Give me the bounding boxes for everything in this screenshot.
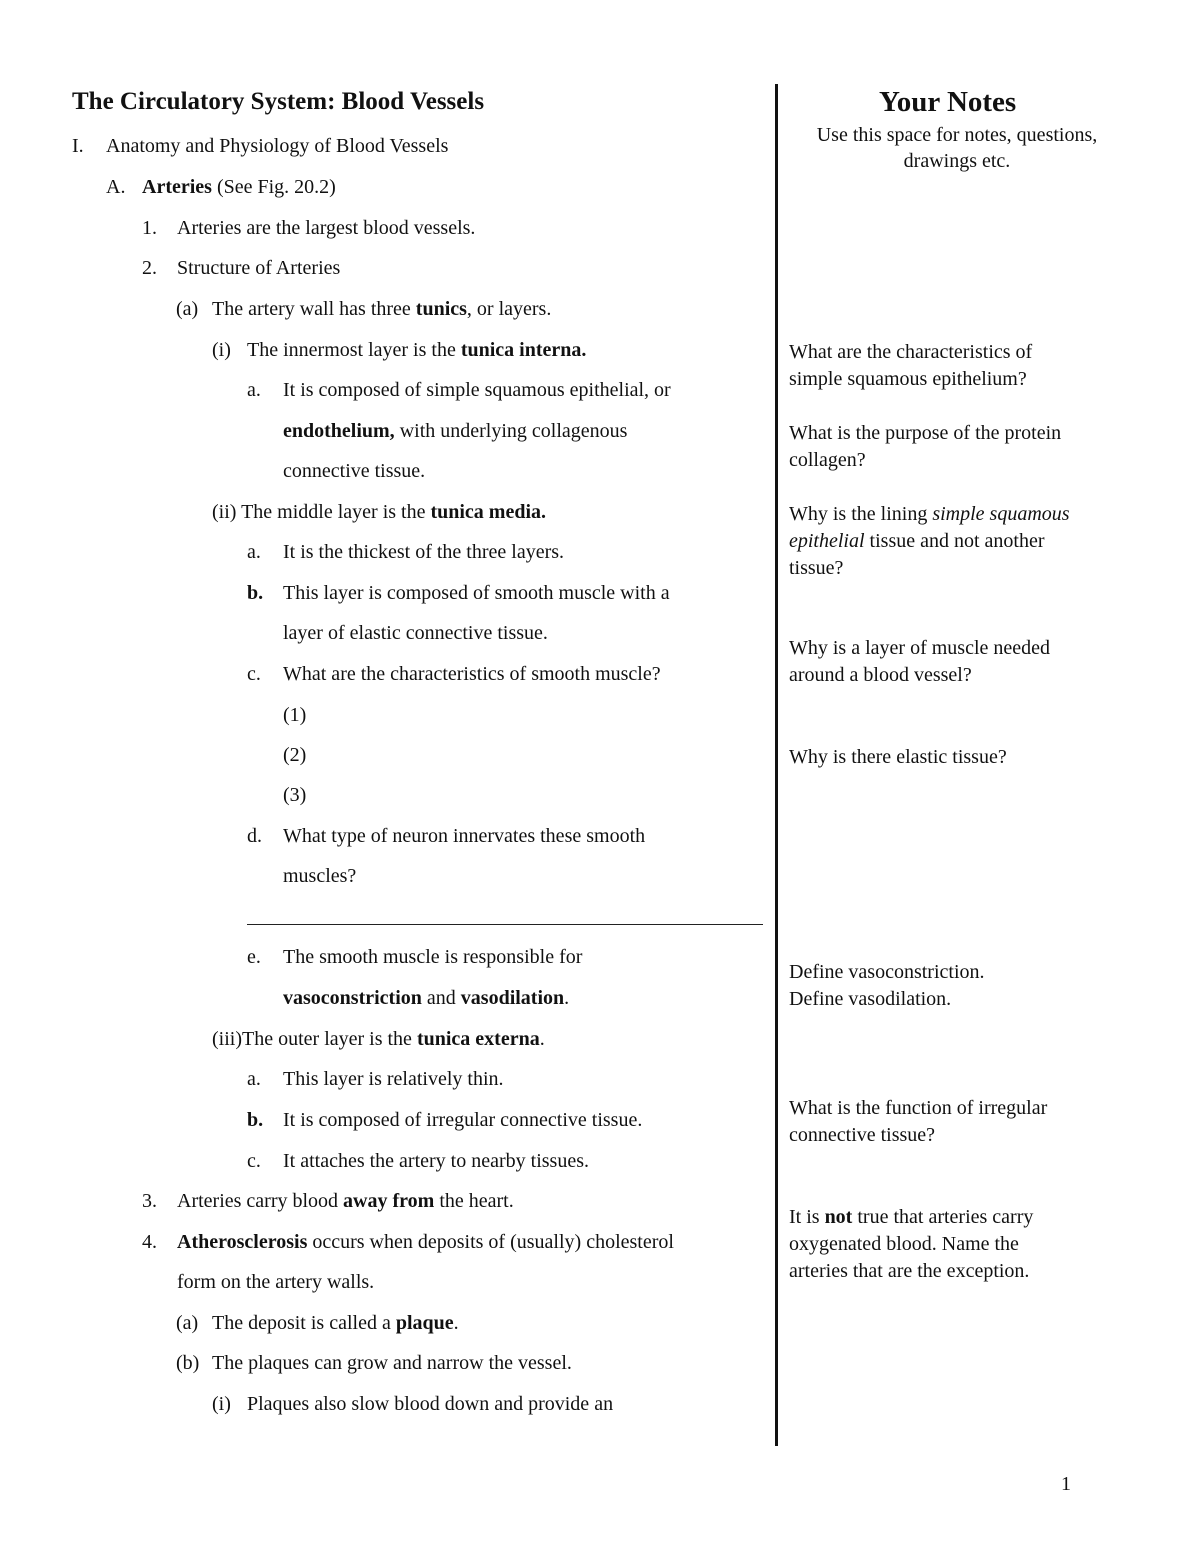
text-bold: vasodilation bbox=[460, 987, 565, 1009]
note-line: connective tissue? bbox=[789, 1124, 936, 1146]
marker: b. bbox=[247, 582, 264, 604]
note-question-1 bbox=[789, 339, 1032, 393]
outline-item-i-a bbox=[247, 378, 671, 402]
outline-item-ii-b bbox=[247, 581, 670, 605]
text: This layer is relatively thin. bbox=[283, 1068, 504, 1090]
text-bold: vasoconstriction bbox=[283, 987, 422, 1009]
outline-item-ii-d bbox=[247, 824, 645, 848]
marker: (iii) bbox=[212, 1028, 242, 1050]
marker: (a) bbox=[176, 298, 199, 320]
marker: b. bbox=[247, 1109, 264, 1131]
marker: d. bbox=[247, 825, 262, 847]
note-line: collagen? bbox=[789, 449, 866, 471]
text: This layer is composed of smooth muscle with a bbox=[283, 582, 670, 604]
outline-item-ii bbox=[212, 500, 546, 524]
outline-item-a bbox=[176, 297, 551, 321]
outline-item-A bbox=[106, 175, 336, 199]
outline-item-iii bbox=[212, 1027, 545, 1051]
note-question-7 bbox=[789, 1095, 1047, 1149]
text: , or layers. bbox=[466, 298, 552, 320]
outline-item-4-b bbox=[176, 1351, 572, 1375]
note-question-5 bbox=[789, 744, 1007, 771]
text: Plaques also slow blood down and provide an bbox=[247, 1393, 614, 1415]
text: What type of neuron innervates these smooth bbox=[283, 825, 646, 847]
outline-item-4-b-i bbox=[212, 1392, 613, 1416]
text: The smooth muscle is responsible for bbox=[283, 946, 583, 968]
note-question-4 bbox=[789, 635, 1050, 689]
text: What are the characteristics of smooth muscle? bbox=[283, 663, 661, 685]
marker: (a) bbox=[176, 1312, 199, 1334]
marker: 3. bbox=[142, 1190, 157, 1212]
text: It is composed of simple squamous epithelial, or bbox=[283, 379, 671, 401]
text: The plaques can grow and narrow the vessel. bbox=[212, 1352, 572, 1374]
outline-item-ii-c-3: (3) bbox=[283, 784, 307, 806]
text: Arteries carry blood bbox=[177, 1190, 344, 1212]
outline-item-I bbox=[72, 134, 448, 158]
note-line: tissue? bbox=[789, 557, 844, 579]
text: the heart. bbox=[434, 1190, 514, 1212]
marker: I. bbox=[72, 135, 84, 157]
outline-item-i bbox=[212, 338, 586, 362]
marker: (i) bbox=[212, 1393, 231, 1415]
note-text: tissue and not another bbox=[864, 530, 1045, 552]
text-bold: tunica interna. bbox=[460, 339, 587, 361]
outline-item-ii-a bbox=[247, 540, 564, 564]
marker: c. bbox=[247, 663, 261, 685]
text: The outer layer is the bbox=[242, 1028, 417, 1050]
text: and bbox=[421, 987, 461, 1009]
text: . bbox=[453, 1312, 459, 1334]
outline-item-ii-e bbox=[247, 945, 582, 969]
answer-line bbox=[247, 924, 763, 925]
outline-item-ii-c-2: (2) bbox=[283, 744, 307, 766]
marker: 1. bbox=[142, 217, 157, 239]
outline-item-iii-b bbox=[247, 1108, 642, 1132]
outline-item-ii-c bbox=[247, 662, 661, 686]
text: It is composed of irregular connective tissue. bbox=[283, 1109, 643, 1131]
text-bold: tunica media. bbox=[430, 501, 547, 523]
note-question-6 bbox=[789, 959, 985, 1013]
note-text: Why is the lining bbox=[789, 503, 933, 525]
notes-subtitle-line-2: drawings etc. bbox=[903, 150, 1011, 172]
note-line: arteries that are the exception. bbox=[789, 1260, 1030, 1282]
note-line: What is the purpose of the protein bbox=[789, 422, 1062, 444]
text: with underlying collagenous bbox=[394, 420, 628, 442]
outline-item-4 bbox=[142, 1230, 674, 1254]
page-number: 1 bbox=[1061, 1473, 1071, 1495]
note-line: around a blood vessel? bbox=[789, 664, 972, 686]
text: The deposit is called a bbox=[212, 1312, 396, 1334]
document-title: The Circulatory System: Blood Vessels bbox=[72, 88, 485, 115]
marker: 2. bbox=[142, 257, 157, 279]
note-line: Define vasodilation. bbox=[789, 988, 952, 1010]
text: occurs when deposits of (usually) cholesterol bbox=[307, 1231, 674, 1253]
note-line: Why is a layer of muscle needed bbox=[789, 637, 1051, 659]
text: . bbox=[564, 987, 570, 1009]
text: (See Fig. 20.2) bbox=[211, 176, 336, 198]
note-line: oxygenated blood. Name the bbox=[789, 1233, 1019, 1255]
note-line: Define vasoconstriction. bbox=[789, 961, 985, 983]
marker: (i) bbox=[212, 339, 231, 361]
marker: a. bbox=[247, 379, 261, 401]
note-italic: simple squamous bbox=[932, 503, 1070, 525]
outline-item-i-a-cont2: connective tissue. bbox=[283, 460, 426, 482]
note-italic: epithelial bbox=[789, 530, 865, 552]
column-divider bbox=[775, 84, 778, 1446]
text-bold: tunica externa bbox=[416, 1028, 540, 1050]
marker: e. bbox=[247, 946, 261, 968]
outline-item-3 bbox=[142, 1189, 514, 1213]
text: . bbox=[539, 1028, 545, 1050]
outline-item-ii-b-cont: layer of elastic connective tissue. bbox=[283, 622, 548, 644]
marker: (ii) bbox=[212, 501, 237, 523]
text: It attaches the artery to nearby tissues. bbox=[283, 1150, 589, 1172]
marker: (b) bbox=[176, 1352, 200, 1374]
marker: a. bbox=[247, 541, 261, 563]
text: The artery wall has three bbox=[212, 298, 416, 320]
outline-item-4-a bbox=[176, 1311, 459, 1335]
outline-item-ii-e-cont bbox=[283, 986, 569, 1010]
outline-item-iii-c bbox=[247, 1149, 589, 1173]
outline-item-ii-c-1: (1) bbox=[283, 704, 307, 726]
note-line: What is the function of irregular bbox=[789, 1097, 1048, 1119]
outline-item-ii-d-cont: muscles? bbox=[283, 865, 357, 887]
note-question-2 bbox=[789, 420, 1061, 474]
notes-title: Your Notes bbox=[879, 86, 1017, 118]
marker: c. bbox=[247, 1150, 261, 1172]
notes-subtitle-line-1: Use this space for notes, questions, bbox=[816, 124, 1098, 146]
note-question-3 bbox=[789, 501, 1070, 582]
outline-item-iii-a bbox=[247, 1067, 504, 1091]
text-bold: Arteries bbox=[142, 176, 212, 198]
note-text: true that arteries carry bbox=[852, 1206, 1034, 1228]
outline-item-1 bbox=[142, 216, 475, 240]
text: Arteries are the largest blood vessels. bbox=[177, 217, 476, 239]
text: The innermost layer is the bbox=[247, 339, 461, 361]
note-text: It is bbox=[789, 1206, 825, 1228]
text-bold: plaque bbox=[395, 1312, 454, 1334]
marker: A. bbox=[106, 176, 126, 198]
text: Structure of Arteries bbox=[177, 257, 341, 279]
text-bold: away from bbox=[343, 1190, 435, 1212]
outline-item-2 bbox=[142, 256, 340, 280]
marker: 4. bbox=[142, 1231, 157, 1253]
text-bold: Atherosclerosis bbox=[177, 1231, 308, 1253]
note-bold: not bbox=[824, 1206, 853, 1228]
text: It is the thickest of the three layers. bbox=[283, 541, 565, 563]
note-line: What are the characteristics of bbox=[789, 341, 1033, 363]
note-line: simple squamous epithelium? bbox=[789, 368, 1027, 390]
text: The middle layer is the bbox=[241, 501, 431, 523]
marker: a. bbox=[247, 1068, 261, 1090]
outline-item-4-cont: form on the artery walls. bbox=[177, 1271, 375, 1293]
text: Anatomy and Physiology of Blood Vessels bbox=[106, 135, 449, 157]
text-bold: endothelium, bbox=[283, 420, 395, 442]
note-question-8 bbox=[789, 1204, 1033, 1285]
text-bold: tunics bbox=[415, 298, 467, 320]
note-line: Why is there elastic tissue? bbox=[789, 746, 1007, 768]
outline-item-i-a-cont bbox=[283, 419, 627, 443]
